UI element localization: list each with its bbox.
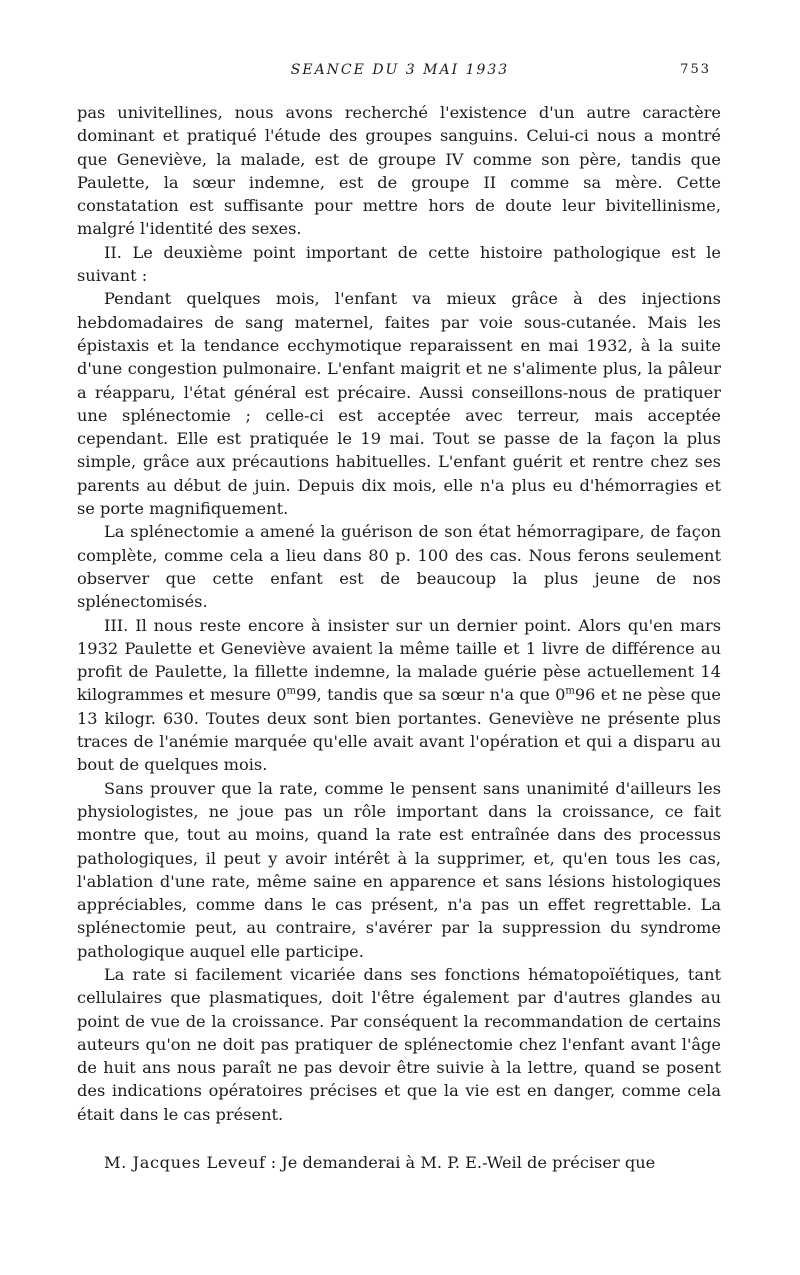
running-head bbox=[0, 62, 800, 86]
discussion bbox=[77, 1151, 721, 1174]
paragraph-splenectomy-history: Pendant quelques mois, l'enfant va mieux grâce à des injections hebdomadaires de sang maternel, faites par voie sous-cutanée. Mais les épistaxis et la tendance ecchymotique reparaissent en mai 1932, à la suite d'une congestion pulmonaire. L'enfant maigrit et ne s'alimente plus, la pâleur a réapparu, l'état général est précaire. Aussi conseillons-nous de pratiquer une splénectomie ; celle-ci est acceptée avec terreur, mais acceptée cependant. Elle est pratiquée le 19 mai. Tout se passe de la façon la plus simple, grâce aux précautions habituelles. L'enfant guérit et rentre chez ses parents au début de juin. Depuis dix mois, elle n'a plus eu d'hémorragies et se porte magnifiquement. bbox=[77, 289, 721, 519]
growth-text-part3: 96 et ne pèse que 13 kilogr. 630. Toutes deux sont bien portantes. Geneviève ne présente plus traces de l'anémie marquée qu'elle avait avant l'opération et qui a disparu au bout de quelques mois. bbox=[77, 685, 722, 775]
paragraph-splenectomy-outcome: La splénectomie a amené la guérison de son état hémorragipare, de façon complète, comme cela a lieu dans 80 p. 100 des cas. Nous ferons seulement observer que cette enfant est de beaucoup la plus jeune de nos splénectomisés. bbox=[77, 522, 721, 612]
discussion-remark bbox=[77, 1151, 721, 1174]
paragraph-spleen-growth-role: Sans prouver que la rate, comme le pensent sans unanimité d'ailleurs les physiologistes, ne joue pas un rôle important dans la croissance, ce fait montre que, tout au moins, quand la rate est entraînée dans des processus pathologiques, il peut y avoir intérêt à la supprimer, et, qu'en tous les cas, l'ablation d'une rate, même saine en apparence et sans lésions histologiques appréciables, comme dans le cas présent, n'a pas un effet regrettable. La splénectomie peut, au contraire, s'avérer par la suppression du syndrome pathologique auquel elle participe. bbox=[77, 778, 721, 961]
paragraph-spleen-conclusion: La rate si facilement vicariée dans ses fonctions hématopoïétiques, tant cellulaires que plasmatiques, doit l'être également par d'autres glandes au point de vue de la croissance. Par conséquent la recommandation de certains auteurs qu'on ne doit pas pratiquer de splénectomie chez l'enfant avant l'âge de huit ans nous paraît ne pas devoir être suivie à la lettre, quand se posent des indications opératoires précises et que la vie est en danger, comme cela était dans le cas présent. bbox=[77, 964, 721, 1124]
page-number: 753 bbox=[680, 62, 711, 77]
meter-superscript: m bbox=[565, 686, 575, 698]
running-title: SEANCE DU 3 MAI 1933 bbox=[290, 62, 510, 78]
paragraph-growth-measurements bbox=[77, 614, 721, 777]
speaker-name: M. Jacques Leveuf bbox=[104, 1153, 266, 1172]
paragraph-bivitellinism: pas univitellines, nous avons recherché l'existence d'un autre caractère dominant et pratiqué l'étude des groupes sanguins. Celui-ci nous a montré que Geneviève, la malade, est de groupe IV comme son père, tandis que Paulette, la sœur indemne, est de groupe II comme sa mère. Cette constatation est suffisante pour mettre hors de doute leur bivitellinisme, malgré l'identité des sexes. bbox=[77, 103, 721, 239]
meter-superscript: m bbox=[286, 686, 297, 698]
paragraph-second-point-intro: II. Le deuxième point important de cette histoire pathologique est le suivant : bbox=[77, 242, 721, 286]
article-body bbox=[77, 101, 721, 1126]
discussion-text: : Je demanderai à M. P. E.-Weil de préciser que bbox=[265, 1153, 656, 1172]
growth-text-part2: 99, tandis que sa sœur n'a que 0 bbox=[296, 685, 566, 705]
growth-text-part1: III. Il nous reste encore à insister sur un dernier point. Alors qu'en mars 1932 Paulette et Geneviève avaient la même taille et 1 livre de différence au profit de Paulette, la fillette indemne, la malade guérie pèse actuellement 14 kilogrammes et mesure 0 bbox=[77, 615, 721, 705]
